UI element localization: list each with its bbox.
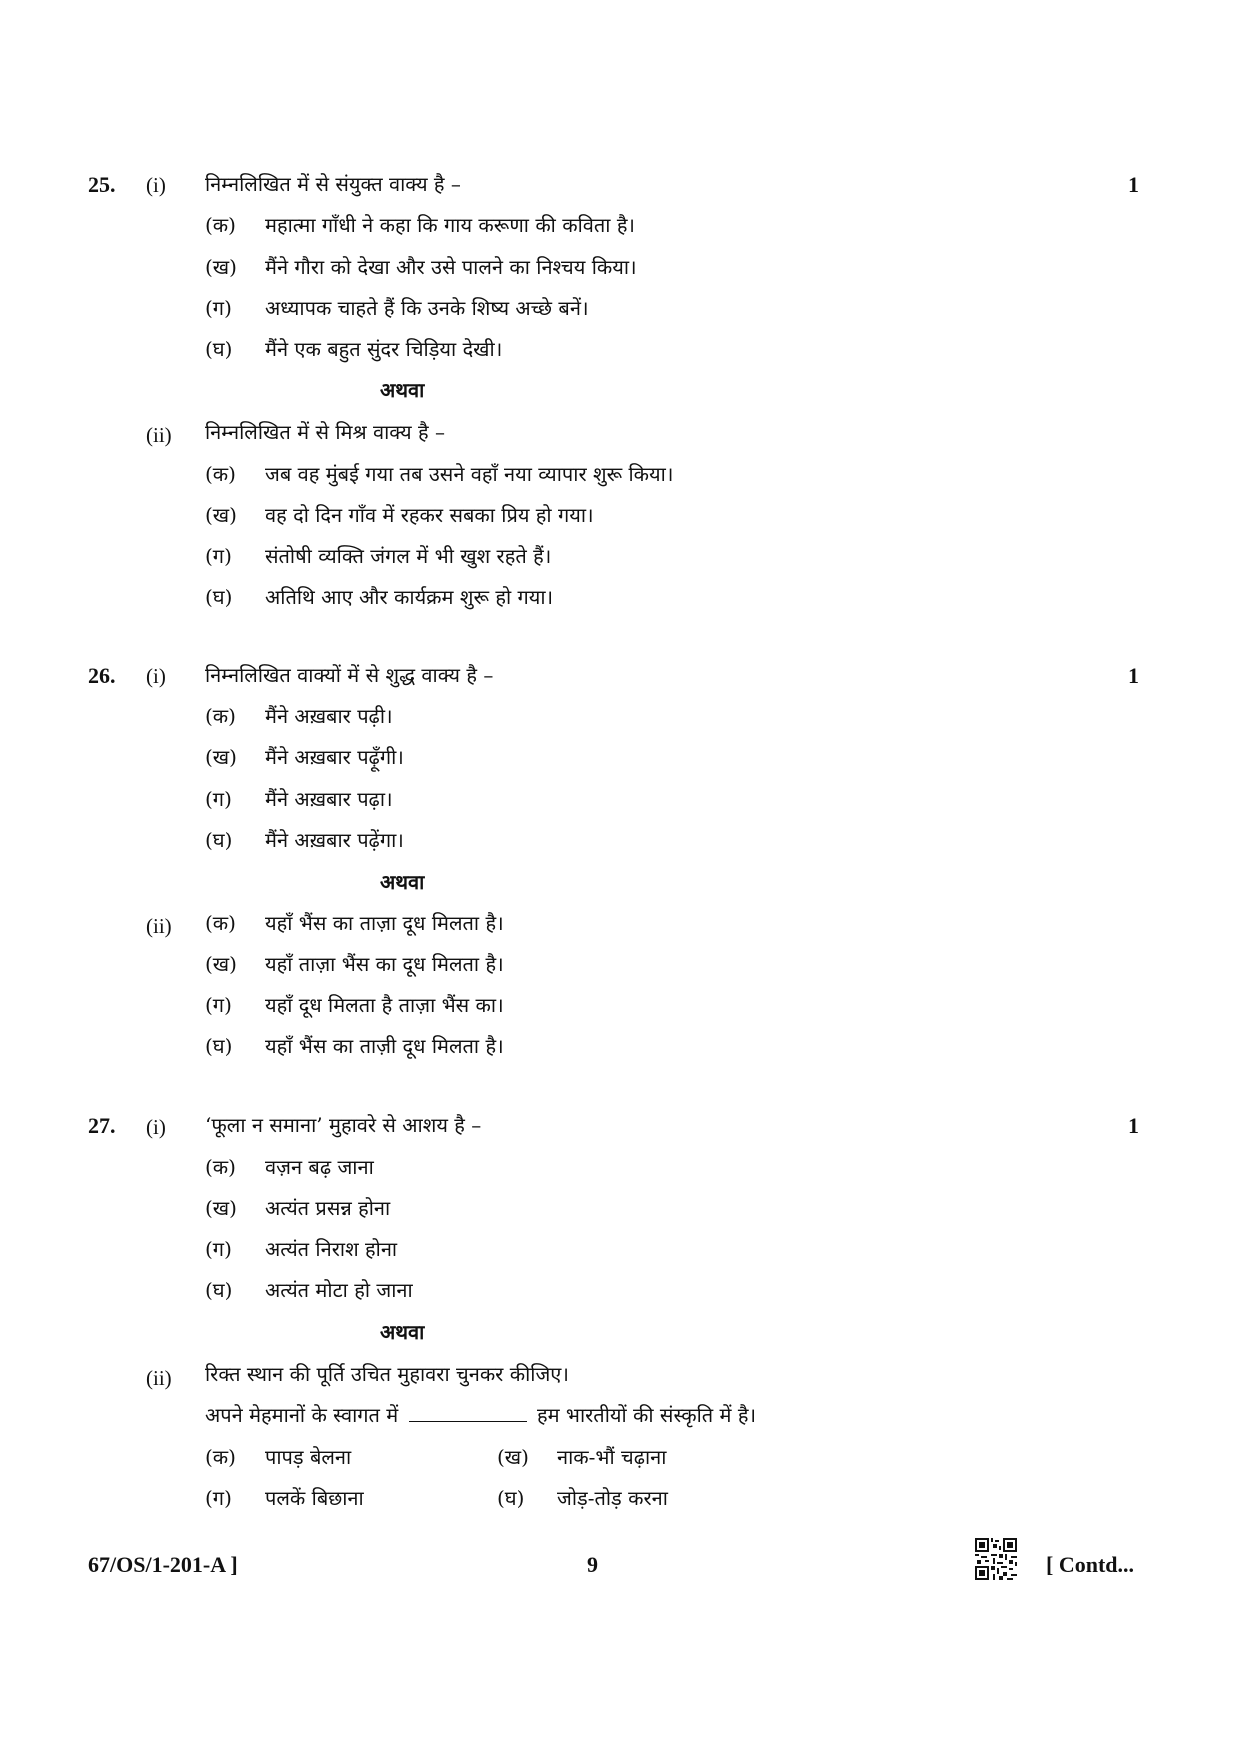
option [205, 1235, 397, 1262]
option-text: जोड़-तोड़ करना [557, 1486, 668, 1510]
part-label: (i) [146, 1115, 166, 1139]
option [205, 743, 404, 770]
option-label: (ख) [205, 1196, 237, 1220]
paper-code: 67/OS/1-201-A ] [88, 1552, 238, 1577]
option-text: मैंने एक बहुत सुंदर चिड़िया देखी। [265, 337, 503, 361]
part-label: (i) [146, 173, 166, 197]
option-text: मैंने अख़बार पढ़ी। [265, 704, 393, 728]
continued-label: [ Contd... [1046, 1552, 1135, 1577]
option-text: जब वह मुंबई गया तब उसने वहाँ नया व्यापार शुरू किया। [265, 462, 674, 486]
option [205, 211, 635, 238]
option [497, 1443, 666, 1470]
option-text: संतोषी व्यक्ति जंगल में भी खुश रहते हैं। [265, 544, 552, 568]
option-label: (क) [205, 1445, 236, 1469]
option [205, 1153, 374, 1180]
option-text: यहाँ भैंस का ताज़ा दूध मिलता है। [265, 911, 504, 935]
part-label: (ii) [146, 423, 172, 447]
option [205, 1484, 364, 1511]
option-label: (क) [205, 1155, 236, 1179]
option-text: अत्यंत निराश होना [265, 1237, 398, 1261]
option [205, 826, 404, 853]
option-text: अध्यापक चाहते हैं कि उनके शिष्य अच्छे बनें। [265, 296, 589, 320]
fill-in-sentence [205, 1401, 756, 1428]
option [205, 501, 594, 528]
option-label: (ख) [205, 745, 237, 769]
page-number: 9 [587, 1552, 598, 1577]
option-text: यहाँ दूध मिलता है ताज़ा भैंस का। [265, 993, 504, 1017]
option [205, 294, 589, 321]
option [205, 909, 504, 936]
part-label: (i) [146, 664, 166, 688]
option [205, 460, 673, 487]
question-number: 27. [88, 1113, 116, 1138]
option-label: (ग) [205, 993, 232, 1017]
question-stem: निम्नलिखित में से संयुक्त वाक्य है – [205, 172, 461, 196]
option [497, 1484, 668, 1511]
option-label: (क) [205, 213, 236, 237]
sentence-after: हम भारतीयों की संस्कृति में है। [536, 1403, 757, 1427]
option-text: मैंने अख़बार पढ़ा। [265, 787, 393, 811]
question-number: 26. [88, 663, 116, 688]
option-label: (ख) [205, 503, 237, 527]
or-label: अथवा [380, 1320, 425, 1344]
option-text: वह दो दिन गाँव में रहकर सबका प्रिय हो गया। [265, 503, 594, 527]
option-label: (क) [205, 704, 236, 728]
or-label: अथवा [380, 870, 425, 894]
option [205, 583, 553, 610]
option-label: (घ) [205, 585, 233, 609]
question-stem: ‘फूला न समाना’ मुहावरे से आशय है – [205, 1113, 482, 1137]
option-label: (ग) [205, 1486, 232, 1510]
marks: 1 [1128, 663, 1139, 688]
marks: 1 [1128, 1113, 1139, 1138]
option [205, 1194, 390, 1221]
option-text: पलकें बिछाना [265, 1486, 364, 1510]
qr-code-icon [975, 1538, 1017, 1580]
option [205, 702, 393, 729]
option [205, 542, 551, 569]
question-stem: रिक्त स्थान की पूर्ति उचित मुहावरा चुनकर कीजिए। [205, 1362, 569, 1386]
option [205, 785, 393, 812]
part-label: (ii) [146, 1366, 172, 1390]
option-label: (ग) [205, 544, 232, 568]
option-label: (ग) [205, 787, 232, 811]
option [205, 950, 504, 977]
marks: 1 [1128, 172, 1139, 197]
option-text: महात्मा गाँधी ने कहा कि गाय करूणा की कविता है। [265, 213, 636, 237]
option [205, 1443, 351, 1470]
option-label: (घ) [497, 1486, 525, 1510]
question-number: 25. [88, 172, 116, 197]
question-stem: निम्नलिखित वाक्यों में से शुद्ध वाक्य है – [205, 663, 494, 687]
option-label: (घ) [205, 828, 233, 852]
option-text: नाक-भौं चढ़ाना [557, 1445, 667, 1469]
option [205, 253, 637, 280]
option-label: (ख) [497, 1445, 529, 1469]
sentence-before: अपने मेहमानों के स्वागत में [205, 1403, 399, 1427]
option [205, 991, 504, 1018]
option-text: अत्यंत प्रसन्न होना [265, 1196, 391, 1220]
option-text: मैंने अख़बार पढ़ूँगी। [265, 745, 404, 769]
option-label: (घ) [205, 1034, 233, 1058]
option-label: (क) [205, 911, 236, 935]
or-label: अथवा [380, 378, 425, 402]
option-text: यहाँ भैंस का ताज़ी दूध मिलता है। [265, 1034, 504, 1058]
part-label: (ii) [146, 914, 172, 938]
option-label: (ख) [205, 952, 237, 976]
answer-blank[interactable] [409, 1403, 527, 1422]
option-text: वज़न बढ़ जाना [265, 1155, 374, 1179]
option [205, 1276, 413, 1303]
option-label: (ख) [205, 255, 237, 279]
option-text: मैंने गौरा को देखा और उसे पालने का निश्चय किया। [265, 255, 637, 279]
option-label: (घ) [205, 1278, 233, 1302]
option-text: मैंने अख़बार पढ़ेंगा। [265, 828, 404, 852]
option-text: अतिथि आए और कार्यक्रम शुरू हो गया। [265, 585, 554, 609]
option [205, 335, 502, 362]
option-label: (ग) [205, 296, 232, 320]
option-label: (ग) [205, 1237, 232, 1261]
option-label: (घ) [205, 337, 233, 361]
option-text: पापड़ बेलना [265, 1445, 352, 1469]
option-label: (क) [205, 462, 236, 486]
option-text: अत्यंत मोटा हो जाना [265, 1278, 413, 1302]
option-text: यहाँ ताज़ा भैंस का दूध मिलता है। [265, 952, 504, 976]
question-stem: निम्नलिखित में से मिश्र वाक्य है – [205, 420, 445, 444]
option [205, 1032, 504, 1059]
